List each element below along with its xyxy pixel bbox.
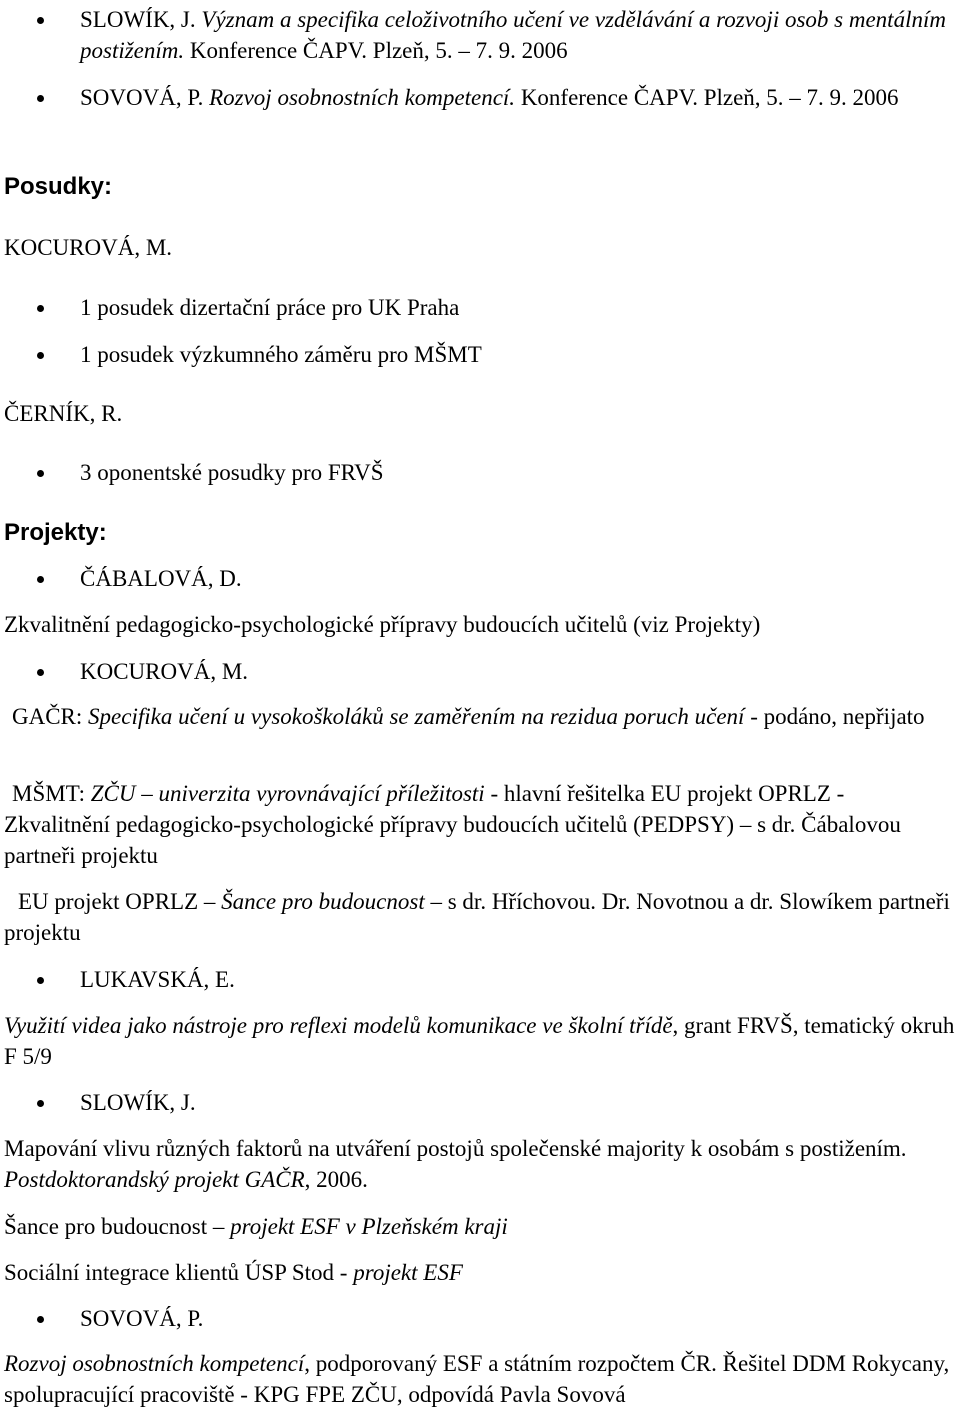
author-name: SLOWÍK, J.: [80, 7, 202, 32]
list-item: 1 posudek výzkumného záměru pro MŠMT: [80, 339, 952, 370]
project-description: Mapování vlivu různých faktorů na utváření postojů společenské majority k osobám s postižením.: [4, 1136, 907, 1161]
person-name: KOCUROVÁ, M.: [4, 235, 173, 260]
person-name: SLOWÍK, J.: [80, 1087, 952, 1118]
project-description: Šance pro budoucnost –: [4, 1214, 231, 1239]
list-item: 3 oponentské posudky pro FRVŠ: [80, 457, 952, 488]
person-name: ČERNÍK, R.: [4, 401, 123, 426]
work-title: Význam a specifika celoživotního učení ve vzdělávání a rozvoji osob s mentálním postižením.: [80, 7, 946, 63]
work-details: Konference ČAPV. Plzeň, 5. – 7. 9. 2006: [515, 85, 899, 110]
grant-agency: MŠMT:: [12, 781, 91, 806]
project-title: Využití videa jako nástroje pro reflexi modelů komunikace ve školní třídě: [4, 1013, 673, 1038]
project-details: , grant FRVŠ, tematický okruh F 5/9: [4, 1013, 955, 1069]
project-text: [4, 1211, 956, 1242]
work-details: Konference ČAPV. Plzeň, 5. – 7. 9. 2006: [184, 38, 568, 63]
work-title: Rozvoj osobnostních kompetencí.: [209, 85, 516, 110]
project-text: [4, 778, 956, 871]
project-text: [4, 1257, 956, 1288]
project-type: Postdoktorandský projekt GAČR: [4, 1167, 305, 1192]
project-text: [4, 886, 956, 948]
person-name: ČÁBALOVÁ, D.: [80, 563, 952, 594]
person-name: LUKAVSKÁ, E.: [80, 964, 952, 995]
project-title: – Šance pro budoucnost: [203, 889, 425, 914]
person-name: SOVOVÁ, P.: [80, 1303, 952, 1334]
list-item: [80, 82, 952, 113]
author-name: SOVOVÁ, P.: [80, 85, 210, 110]
project-text: [4, 1133, 956, 1195]
person-name: KOCUROVÁ, M.: [80, 656, 952, 687]
grant-agency: GAČR:: [12, 704, 89, 729]
project-text: [4, 1010, 956, 1072]
project-title: Rozvoj osobnostních kompetencí: [4, 1351, 305, 1376]
project-year: , 2006.: [304, 1167, 368, 1192]
project-description: Sociální integrace klientů ÚSP Stod -: [4, 1260, 354, 1285]
project-status: - podáno, nepřijato: [744, 704, 925, 729]
project-type: projekt ESF: [353, 1260, 463, 1285]
list-item: [80, 4, 952, 66]
section-heading-posudky: Posudky:: [4, 173, 113, 200]
list-item: 1 posudek dizertační práce pro UK Praha: [80, 292, 952, 323]
project-text: [4, 701, 956, 732]
project-title: ZČU – univerzita vyrovnávající příležitosti: [90, 781, 485, 806]
project-details: – s dr. Hříchovou. Dr. Novotnou a dr. Slowíkem partneři projektu: [4, 889, 950, 945]
project-program: EU projekt OPRLZ: [18, 889, 204, 914]
project-text: Zkvalitnění pedagogicko-psychologické přípravy budoucích učitelů (viz Projekty): [4, 612, 761, 637]
project-text: [4, 1348, 956, 1410]
section-heading-projekty: Projekty:: [4, 519, 107, 546]
project-title: Specifika učení u vysokoškoláků se zaměřením na rezidua poruch učení: [88, 704, 745, 729]
project-type: projekt ESF v Plzeňském kraji: [230, 1214, 508, 1239]
project-details: , podporovaný ESF a státním rozpočtem ČR. Řešitel DDM Rokycany, spolupracující pracoviště - KPG FPE ZČU, odpovídá Pavla Sovová: [4, 1351, 950, 1407]
project-details: - hlavní řešitelka EU projekt OPRLZ - Zkvalitnění pedagogicko-psychologické přípravy budoucích učitelů (PEDPSY) – s dr. Čábalovou partneři projektu: [4, 781, 901, 868]
